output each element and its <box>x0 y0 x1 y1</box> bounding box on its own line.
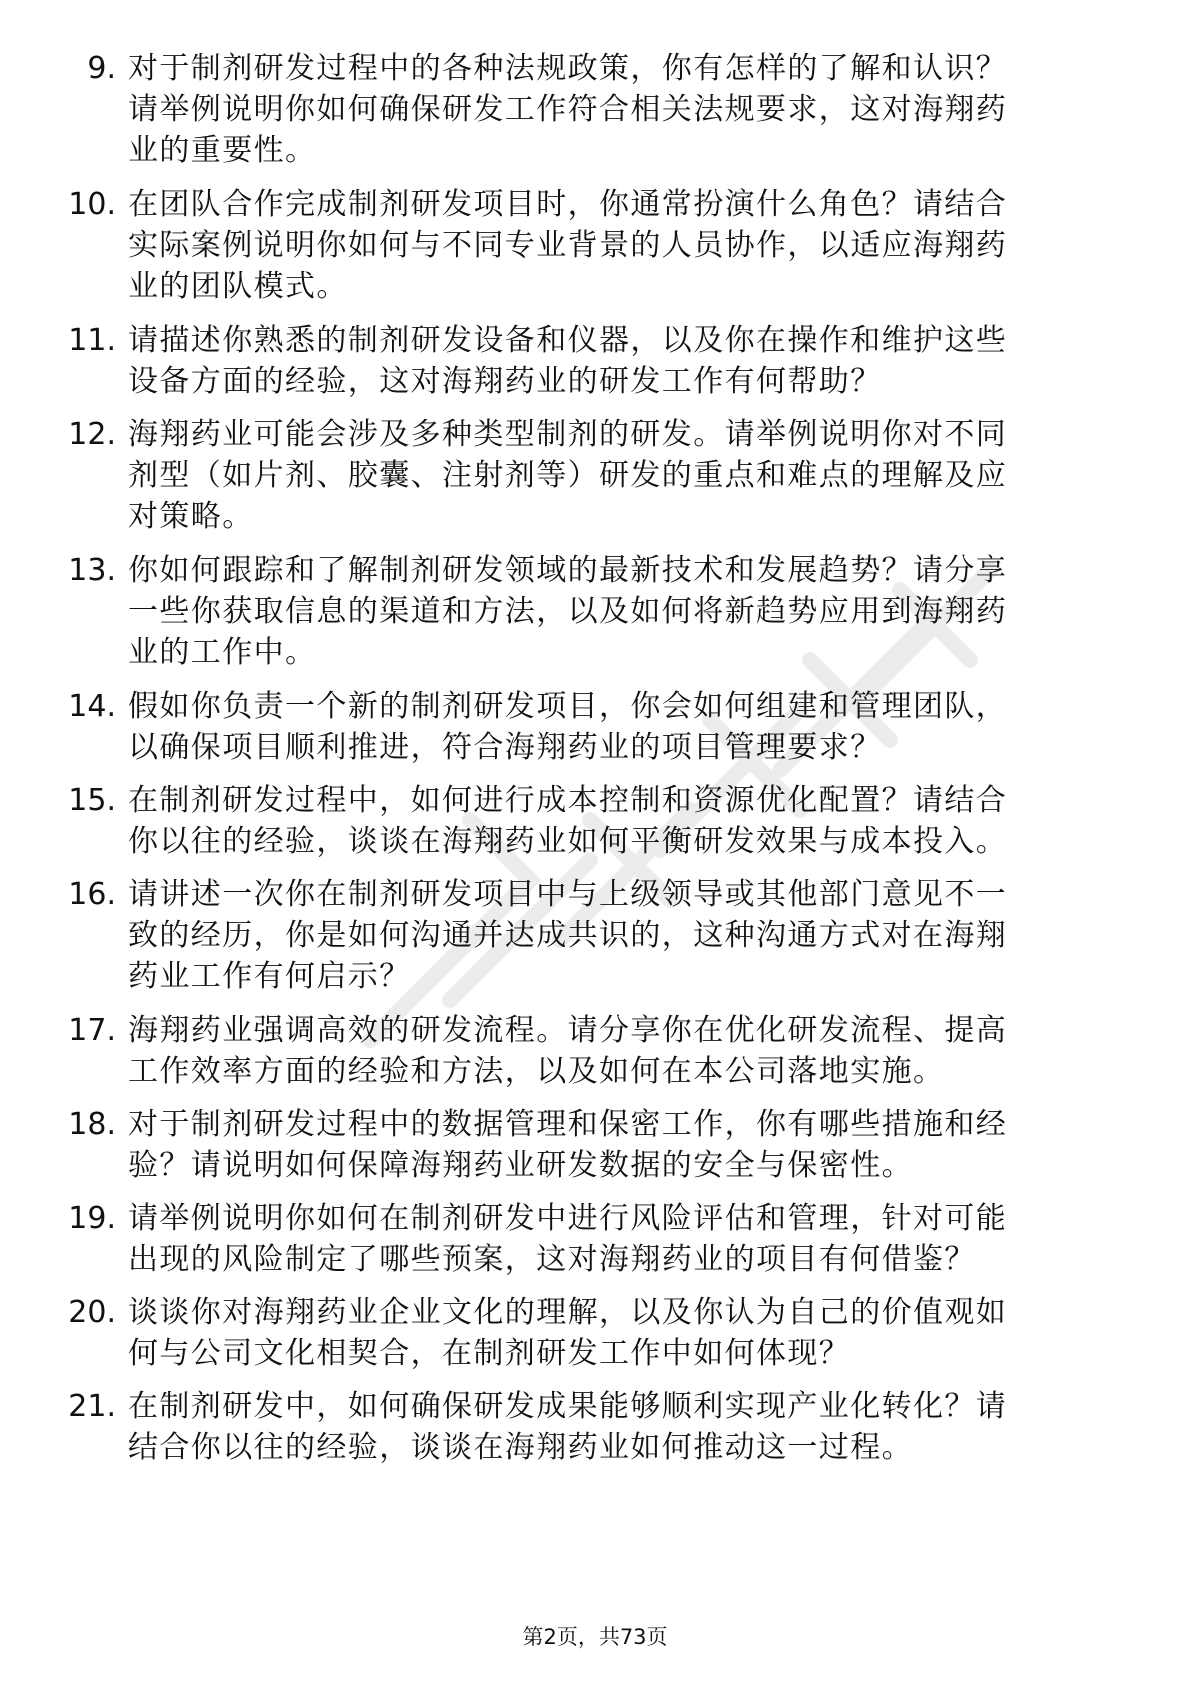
question-text <box>128 1198 1108 1280</box>
question-line: 你以往的经验，谈谈在海翔药业如何平衡研发效果与成本投入。 <box>128 824 1008 859</box>
question-line: 请举例说明你如何确保研发工作符合相关法规要求，这对海翔药 <box>128 92 1008 127</box>
question-line: 出现的风险制定了哪些预案，这对海翔药业的项目有何借鉴？ <box>128 1242 976 1277</box>
question-number: 9. <box>87 51 116 86</box>
question-text <box>128 414 1108 537</box>
question-line: 在制剂研发过程中，如何进行成本控制和资源优化配置？请结合 <box>128 783 1008 818</box>
question-line: 一些你获取信息的渠道和方法，以及如何将新趋势应用到海翔药 <box>128 594 1008 629</box>
question-line: 验？请说明如何保障海翔药业研发数据的安全与保密性。 <box>128 1148 913 1183</box>
question-line: 何与公司文化相契合，在制剂研发工作中如何体现？ <box>128 1336 851 1371</box>
question-number: 11. <box>68 323 116 358</box>
question-line: 假如你负责一个新的制剂研发项目，你会如何组建和管理团队， <box>128 689 1008 724</box>
question-number: 21. <box>68 1389 116 1424</box>
question-line: 以确保项目顺利推进，符合海翔药业的项目管理要求？ <box>128 730 882 765</box>
question-number: 12. <box>68 417 116 452</box>
question-line: 对于制剂研发过程中的各种法规政策，你有怎样的了解和认识？ <box>128 51 1008 86</box>
question-number: 20. <box>68 1295 116 1330</box>
question-text <box>128 48 1108 171</box>
question-number: 18. <box>68 1107 116 1142</box>
question-text <box>128 874 1108 997</box>
question-number: 13. <box>68 553 116 588</box>
question-number: 10. <box>68 187 116 222</box>
question-line: 请讲述一次你在制剂研发项目中与上级领导或其他部门意见不一 <box>128 877 1008 912</box>
question-line: 对策略。 <box>128 499 254 534</box>
question-text <box>128 780 1108 862</box>
question-line: 在制剂研发中，如何确保研发成果能够顺利实现产业化转化？请 <box>128 1389 1008 1424</box>
question-line: 你如何跟踪和了解制剂研发领域的最新技术和发展趋势？请分享 <box>128 553 1008 588</box>
page-indicator: 第2页，共73页 <box>522 1625 668 1649</box>
question-line: 实际案例说明你如何与不同专业背景的人员协作，以适应海翔药 <box>128 228 1008 263</box>
question-line: 工作效率方面的经验和方法，以及如何在本公司落地实施。 <box>128 1054 945 1089</box>
question-line: 设备方面的经验，这对海翔药业的研发工作有何帮助？ <box>128 364 882 399</box>
question-text <box>128 1010 1108 1092</box>
question-line: 业的工作中。 <box>128 635 317 670</box>
question-text <box>128 1104 1108 1186</box>
question-text <box>128 1386 1108 1468</box>
question-number: 16. <box>68 877 116 912</box>
question-line: 谈谈你对海翔药业企业文化的理解，以及你认为自己的价值观如 <box>128 1295 1008 1330</box>
question-line: 结合你以往的经验，谈谈在海翔药业如何推动这一过程。 <box>128 1430 913 1465</box>
question-line: 药业工作有何启示？ <box>128 959 411 994</box>
question-number: 17. <box>68 1013 116 1048</box>
question-text <box>128 320 1108 402</box>
question-line: 海翔药业强调高效的研发流程。请分享你在优化研发流程、提高 <box>128 1013 1008 1048</box>
question-number: 19. <box>68 1201 116 1236</box>
question-line: 对于制剂研发过程中的数据管理和保密工作，你有哪些措施和经 <box>128 1107 1008 1142</box>
question-number: 15. <box>68 783 116 818</box>
question-line: 剂型（如片剂、胶囊、注射剂等）研发的重点和难点的理解及应 <box>128 458 1008 493</box>
question-line: 致的经历，你是如何沟通并达成共识的，这种沟通方式对在海翔 <box>128 918 1008 953</box>
question-line: 在团队合作完成制剂研发项目时，你通常扮演什么角色？请结合 <box>128 187 1008 222</box>
question-line: 业的重要性。 <box>128 133 317 168</box>
question-line: 海翔药业可能会涉及多种类型制剂的研发。请举例说明你对不同 <box>128 417 1008 452</box>
question-text <box>128 1292 1108 1374</box>
question-line: 请举例说明你如何在制剂研发中进行风险评估和管理，针对可能 <box>128 1201 1008 1236</box>
question-text <box>128 686 1108 768</box>
question-number: 14. <box>68 689 116 724</box>
question-text <box>128 184 1108 307</box>
question-text <box>128 550 1108 673</box>
question-line: 业的团队模式。 <box>128 269 348 304</box>
question-line: 请描述你熟悉的制剂研发设备和仪器，以及你在操作和维护这些 <box>128 323 1008 358</box>
